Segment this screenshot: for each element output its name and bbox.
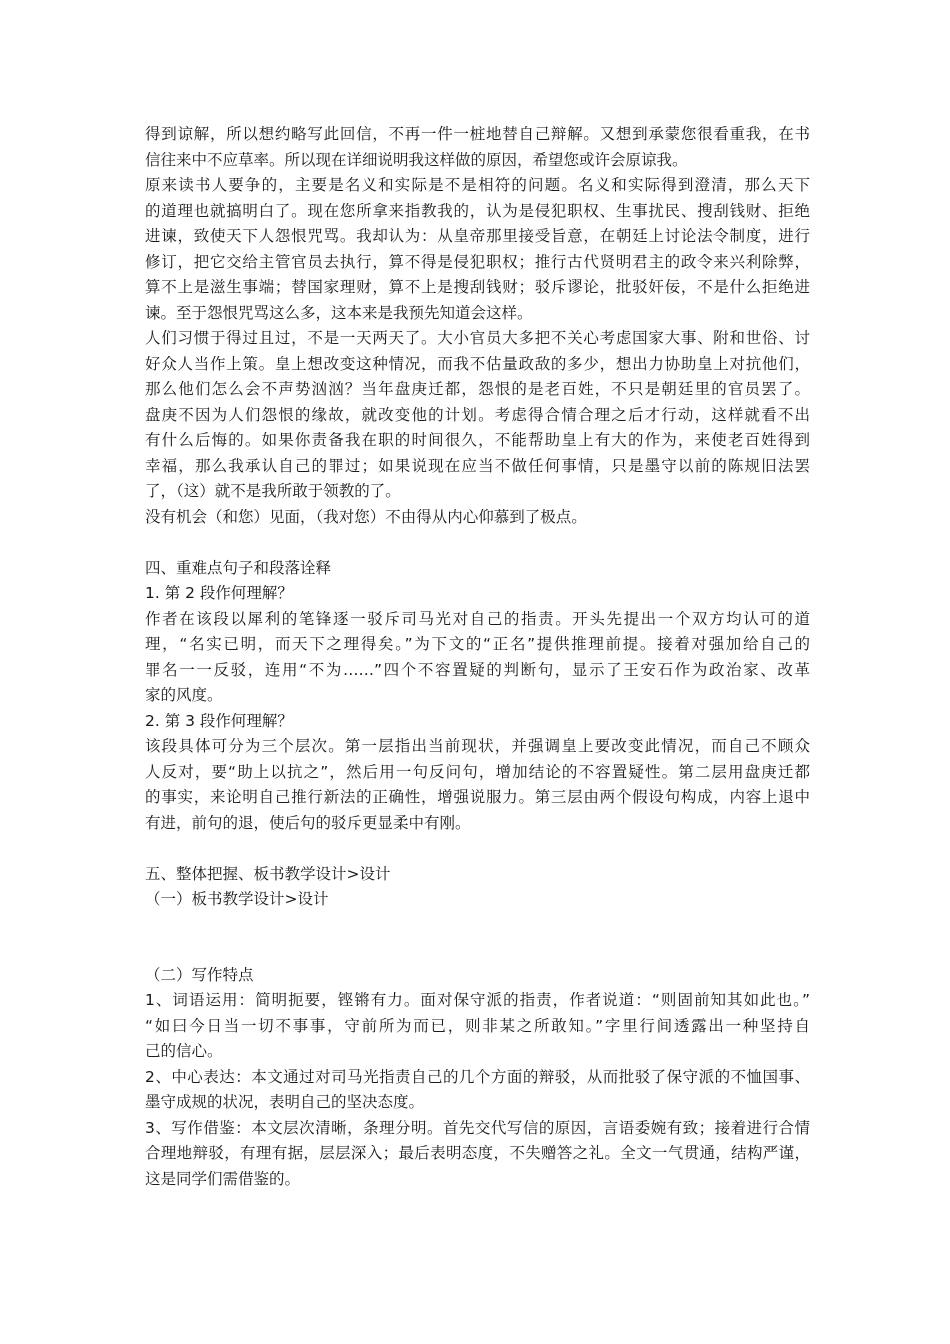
text-line: 罪名一一反驳，连用“不为……”四个不容置疑的判断句，显示了王安石作为政治家、改革	[145, 660, 810, 679]
text-line: 有什么后悔的。如果你责备我在职的时间很久，不能帮助皇上有大的作为，来使老百姓得到	[145, 431, 810, 449]
text-line: 四、重难点句子和段落诠释	[145, 558, 332, 577]
text-line: 这是同学们需借鉴的。	[145, 1169, 301, 1188]
question-2	[145, 709, 810, 735]
text-line: 的道理也就搞明白了。现在您所拿来指教我的，认为是侵犯职权、生事扰民、搜刮钱财、拒绝	[145, 201, 810, 220]
subsection-one-heading	[145, 887, 810, 913]
text-line: 得到谅解，所以想约略写此回信，不再一件一桩地替自己辩解。又想到承蒙您很看重我，在书	[145, 125, 810, 143]
section-four-heading	[145, 556, 810, 582]
text-line: 好众人当作上策。皇上想改变这种情况，而我不估量政敌的多少，想出力协助皇上对抗他们，	[145, 354, 810, 373]
text-line: 了，（这）就不是我所敢于领教的了。	[145, 482, 401, 500]
text-line: 修订，把它交给主管官员去执行，算不得是侵犯职权；推行古代贤明君主的政令来兴利除弊，	[145, 252, 810, 271]
text-line: 人们习惯于得过且过，不是一天两天了。大小官员大多把不关心考虑国家大事、附和世俗、讨	[145, 329, 810, 347]
text-line: 原来读书人要争的，主要是名义和实际是不是相符的问题。名义和实际得到澄清，那么天下	[145, 176, 810, 194]
text-line: 那么他们怎么会不声势汹汹？当年盘庚迁都，怨恨的是老百姓，不只是朝廷里的官员罢了。	[145, 380, 810, 398]
feature-2	[145, 1065, 810, 1116]
text-line: 1. 第 2 段作何理解？	[145, 584, 293, 602]
text-line: 合理地辩驳，有理有据，层层深入；最后表明态度，不失赠答之礼。全文一气贯通，结构严谨，	[145, 1144, 810, 1162]
text-line: 3、写作借鉴：本文层次清晰，条理分明。首先交代写信的原因，言语委婉有致；接着进行合情	[145, 1118, 810, 1137]
text-line: 有进，前句的退，使后句的驳斥更显柔中有刚。	[145, 813, 471, 832]
text-line: 进谏，致使天下人怨恨咒骂。我却认为：从皇帝那里接受旨意，在朝廷上讨论法令制度，进行	[145, 227, 810, 245]
text-line: 幸福，那么我承认自己的罪过；如果说现在应当不做任何事情，只是墨守以前的陈规旧法罢	[145, 456, 810, 475]
spacer	[145, 836, 810, 862]
text-line: 作者在该段以犀利的笔锋逐一驳斥司马光对自己的指责。开头先提出一个双方均认可的道	[145, 609, 810, 628]
paragraph-intro-cont	[145, 122, 810, 173]
text-line: （二）写作特点	[145, 965, 254, 984]
text-line: 的事实，来论明自己推行新法的正确性，增强说服力。第三层由两个假设句构成，内容上退中	[145, 788, 810, 806]
text-line: 理，“名实已明，而天下之理得矣。”为下文的“正名”提供推理前提。接着对强加给自己的	[145, 635, 810, 653]
spacer	[145, 913, 810, 963]
paragraph-name-reality	[145, 173, 810, 326]
answer-2	[145, 734, 810, 836]
text-line: “如曰今日当一切不事事，守前所为而已，则非某之所敢知。”字里行间透露出一种坚持自	[145, 1016, 810, 1035]
document-page	[145, 122, 810, 1192]
subsection-two-heading	[145, 963, 810, 989]
text-line: 人反对，要“助上以抗之”，然后用一句反问句，增加结论的不容置疑性。第二层用盘庚迁都	[145, 762, 810, 781]
text-line: 算不上是滋生事端；替国家理财，算不上是搜刮钱财；驳斥谬论，批驳奸佞，不是什么拒绝进	[145, 278, 810, 296]
section-five-heading	[145, 862, 810, 888]
text-line: 2、中心表达：本文通过对司马光指责自己的几个方面的辩驳，从而批驳了保守派的不恤国事、	[145, 1067, 810, 1086]
paragraph-closing	[145, 505, 810, 531]
feature-3	[145, 1116, 810, 1193]
question-1	[145, 581, 810, 607]
text-line: 盘庚不因为人们怨恨的缘故，就改变他的计划。考虑得合情合理之后才行动，这样就看不出	[145, 405, 810, 424]
text-line: （一）板书教学设计>设计	[145, 890, 329, 908]
paragraph-habits	[145, 326, 810, 505]
text-line: 信往来中不应草率。所以现在详细说明我这样做的原因，希望您或许会原谅我。	[145, 150, 688, 169]
text-line: 2. 第 3 段作何理解？	[145, 711, 293, 730]
feature-1	[145, 988, 810, 1065]
text-line: 己的信心。	[145, 1042, 223, 1060]
text-line: 谏。至于怨恨咒骂这么多，这本来是我预先知道会这样。	[145, 303, 533, 322]
spacer	[145, 530, 810, 556]
answer-1	[145, 607, 810, 709]
text-line: 1、词语运用：简明扼要，铿锵有力。面对保守派的指责，作者说道：“则固前知其如此也。”	[145, 991, 810, 1009]
text-line: 墨守成规的状况，表明自己的坚决态度。	[145, 1093, 425, 1111]
text-line: 五、整体把握、板书教学设计>设计	[145, 864, 391, 883]
text-line: 没有机会（和您）见面，（我对您）不由得从内心仰慕到了极点。	[145, 507, 587, 526]
text-line: 家的风度。	[145, 686, 223, 704]
text-line: 该段具体可分为三个层次。第一层指出当前现状，并强调皇上要改变此情况，而自己不顾众	[145, 737, 810, 755]
